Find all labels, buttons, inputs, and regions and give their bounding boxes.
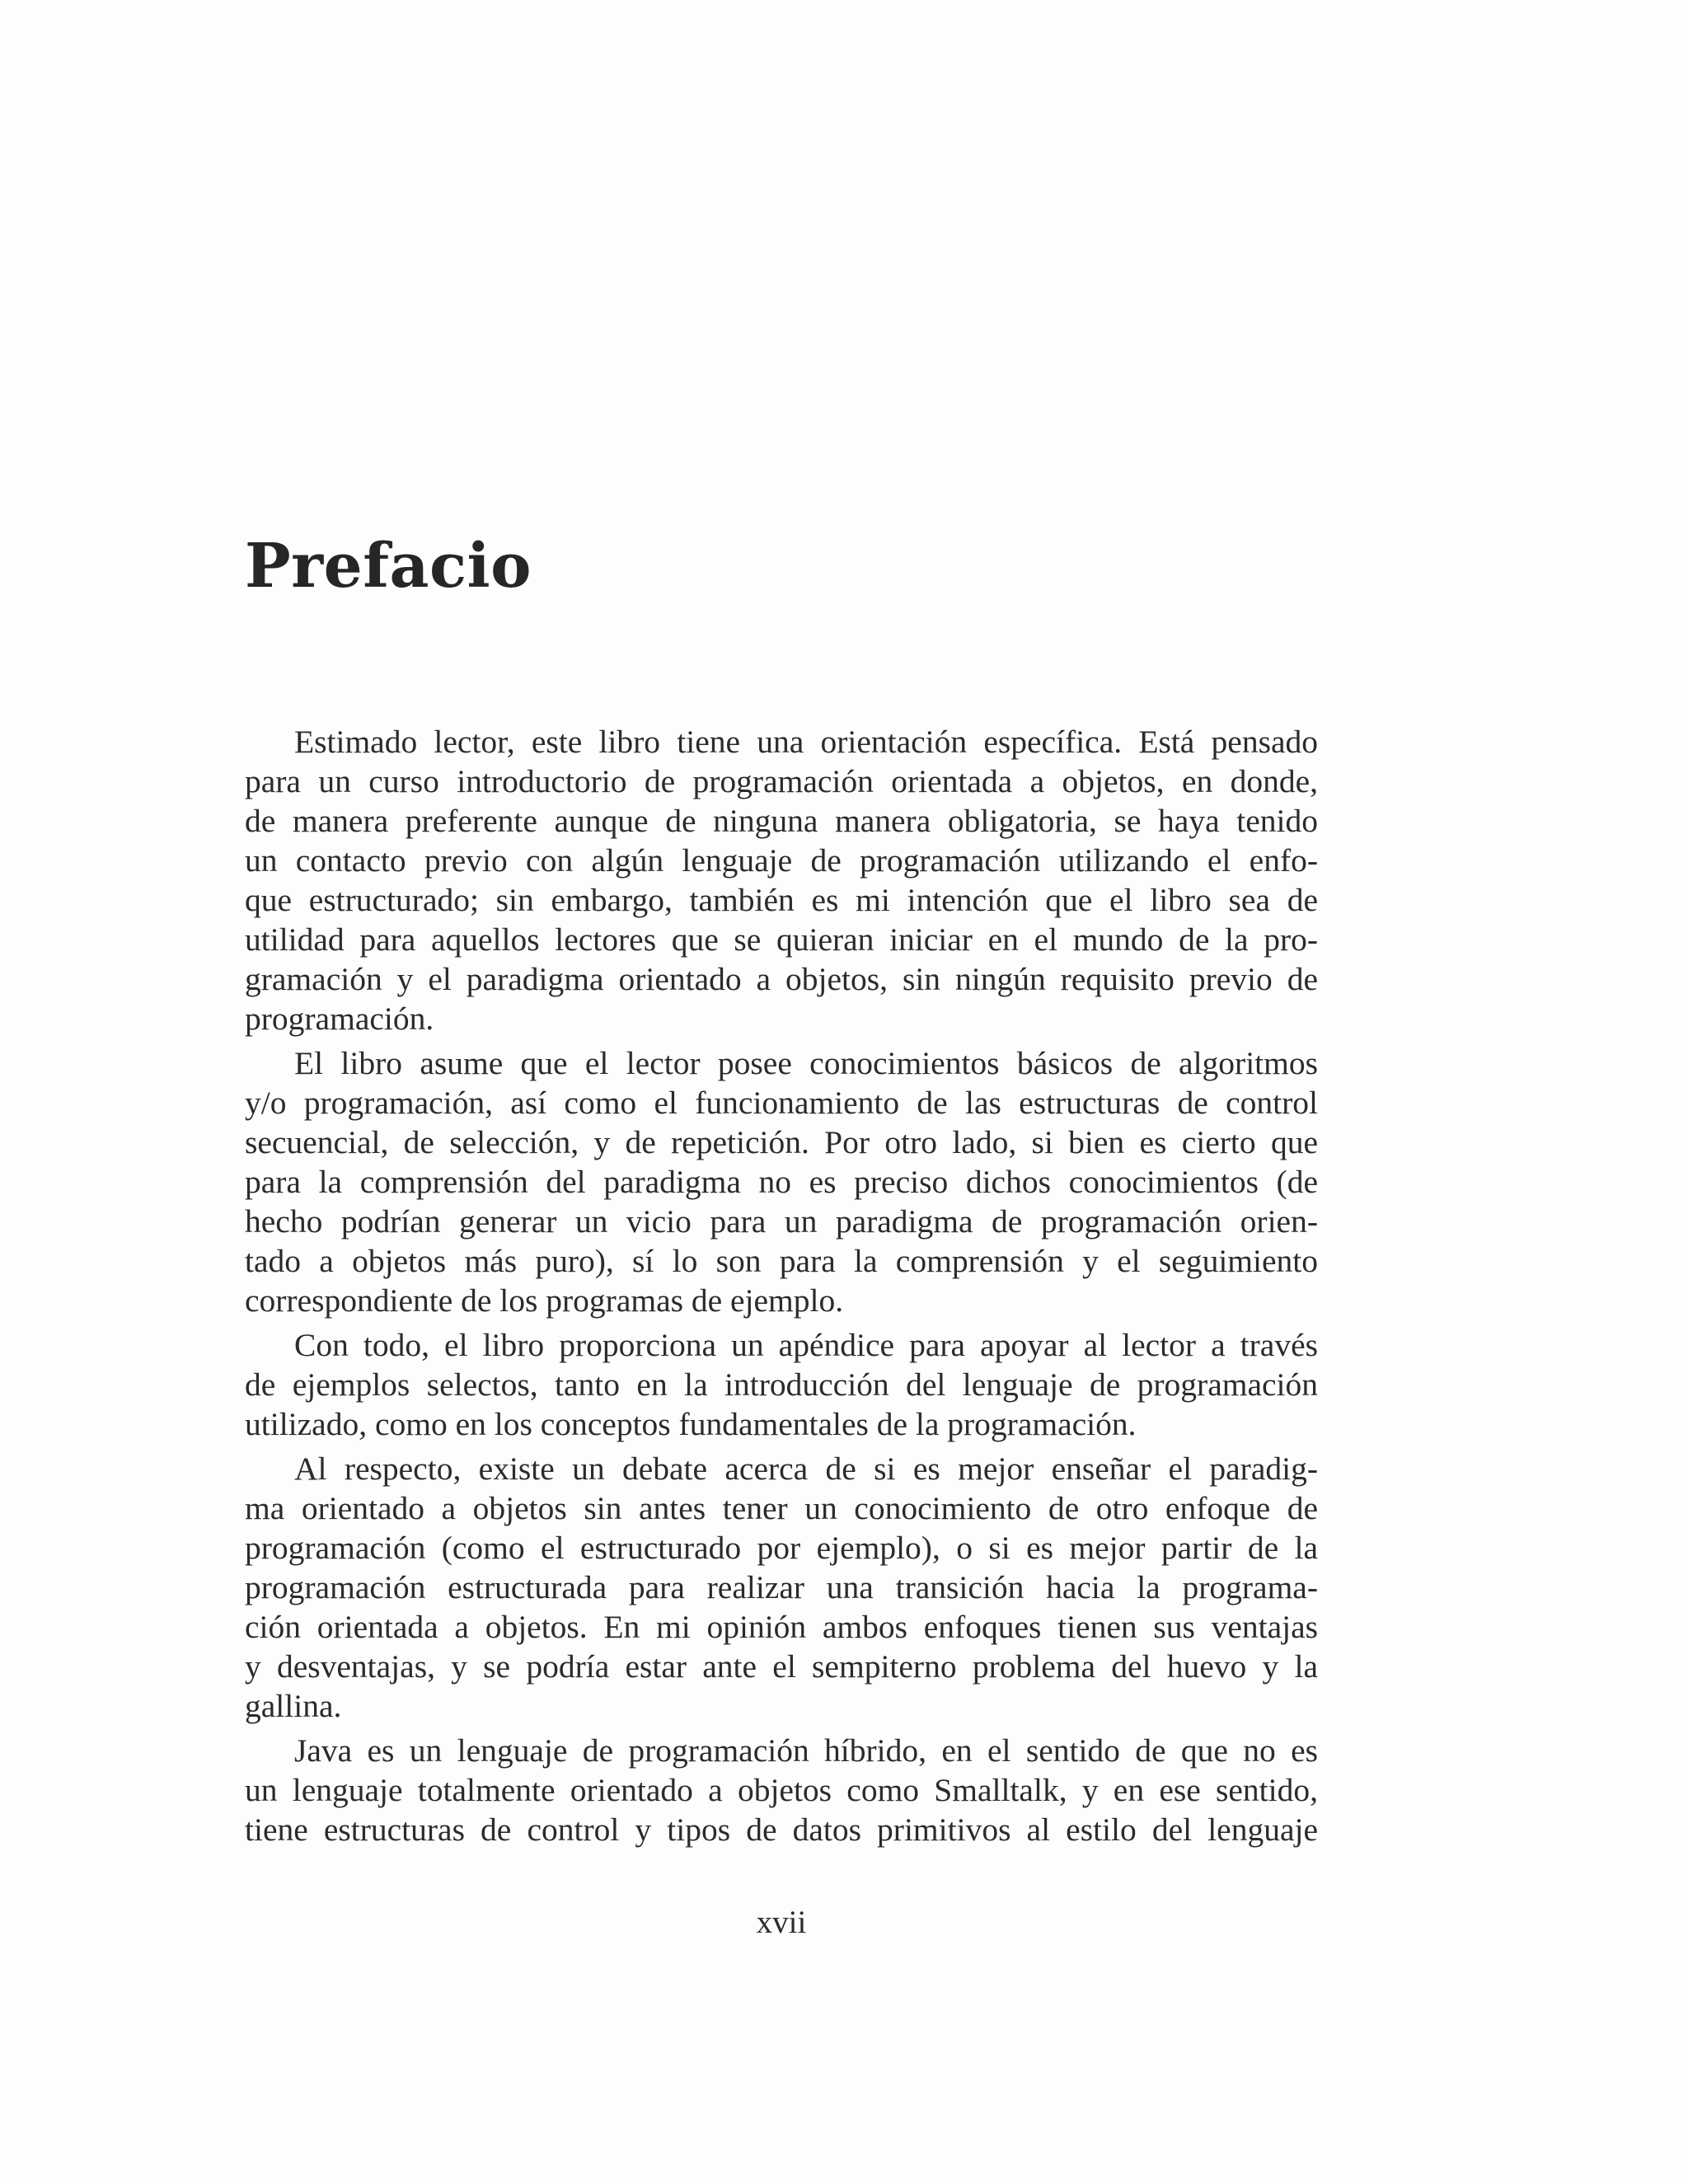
text-line: un lenguaje totalmente orientado a objetos como Smalltalk, y en ese sentido, bbox=[245, 1772, 1318, 1808]
text-line: Java es un lenguaje de programación híbrido, en el sentido de que no es bbox=[294, 1732, 1318, 1769]
text-line: Al respecto, existe un debate acerca de si es mejor enseñar el paradig- bbox=[294, 1451, 1318, 1487]
text-line: tiene estructuras de control y tipos de datos primitivos al estilo del lenguaje bbox=[245, 1811, 1318, 1848]
text-line: hecho podrían generar un vicio para un paradigma de programación orien- bbox=[245, 1203, 1318, 1240]
text-line: Estimado lector, este libro tiene una orientación específica. Está pensado bbox=[294, 724, 1318, 760]
text-line: Con todo, el libro proporciona un apéndice para apoyar al lector a través bbox=[294, 1327, 1318, 1363]
text-line: secuencial, de selección, y de repetición. Por otro lado, si bien es cierto que bbox=[245, 1124, 1318, 1160]
text-line: que estructurado; sin embargo, también es mi intención que el libro sea de bbox=[245, 882, 1318, 918]
text-line: utilidad para aquellos lectores que se quieran iniciar en el mundo de la pro- bbox=[245, 921, 1318, 958]
paragraph-4 bbox=[245, 1449, 1318, 1726]
text-line: programación. bbox=[245, 1001, 434, 1037]
text-line: ción orientada a objetos. En mi opinión ambos enfoques tienen sus ventajas bbox=[245, 1609, 1318, 1645]
text-line: para un curso introductorio de programación orientada a objetos, en donde, bbox=[245, 763, 1318, 799]
text-line: para la comprensión del paradigma no es preciso dichos conocimientos (de bbox=[245, 1164, 1318, 1200]
paragraph-3 bbox=[245, 1325, 1318, 1444]
chapter-title: Prefacio bbox=[245, 531, 532, 602]
text-line: de ejemplos selectos, tanto en la introducción del lenguaje de programación bbox=[245, 1366, 1318, 1403]
paragraph-2 bbox=[245, 1043, 1318, 1320]
text-line: tado a objetos más puro), sí lo son para la comprensión y el seguimiento bbox=[245, 1243, 1318, 1279]
page-number: xvii bbox=[756, 1905, 807, 1940]
text-line: programación (como el estructurado por ejemplo), o si es mejor partir de la bbox=[245, 1530, 1318, 1566]
text-line: correspondiente de los programas de ejemplo. bbox=[245, 1282, 844, 1319]
paragraph-5 bbox=[245, 1731, 1318, 1849]
text-line: gramación y el paradigma orientado a objetos, sin ningún requisito previo de bbox=[245, 961, 1318, 997]
text-line: de manera preferente aunque de ninguna manera obligatoria, se haya tenido bbox=[245, 803, 1318, 839]
paragraph-1 bbox=[245, 722, 1318, 1038]
text-line: y desventajas, y se podría estar ante el sempiterno problema del huevo y la bbox=[245, 1648, 1318, 1685]
text-line: programación estructurada para realizar una transición hacia la programa- bbox=[245, 1569, 1318, 1605]
preface-body bbox=[245, 722, 1318, 1854]
text-line: ma orientado a objetos sin antes tener un conocimiento de otro enfoque de bbox=[245, 1490, 1318, 1526]
text-line: utilizado, como en los conceptos fundamentales de la programación. bbox=[245, 1406, 1137, 1442]
text-line: un contacto previo con algún lenguaje de programación utilizando el enfo- bbox=[245, 842, 1318, 879]
text-line: El libro asume que el lector posee conocimientos básicos de algoritmos bbox=[294, 1045, 1318, 1081]
text-line: y/o programación, así como el funcionamiento de las estructuras de control bbox=[245, 1085, 1318, 1121]
text-line: gallina. bbox=[245, 1688, 342, 1724]
